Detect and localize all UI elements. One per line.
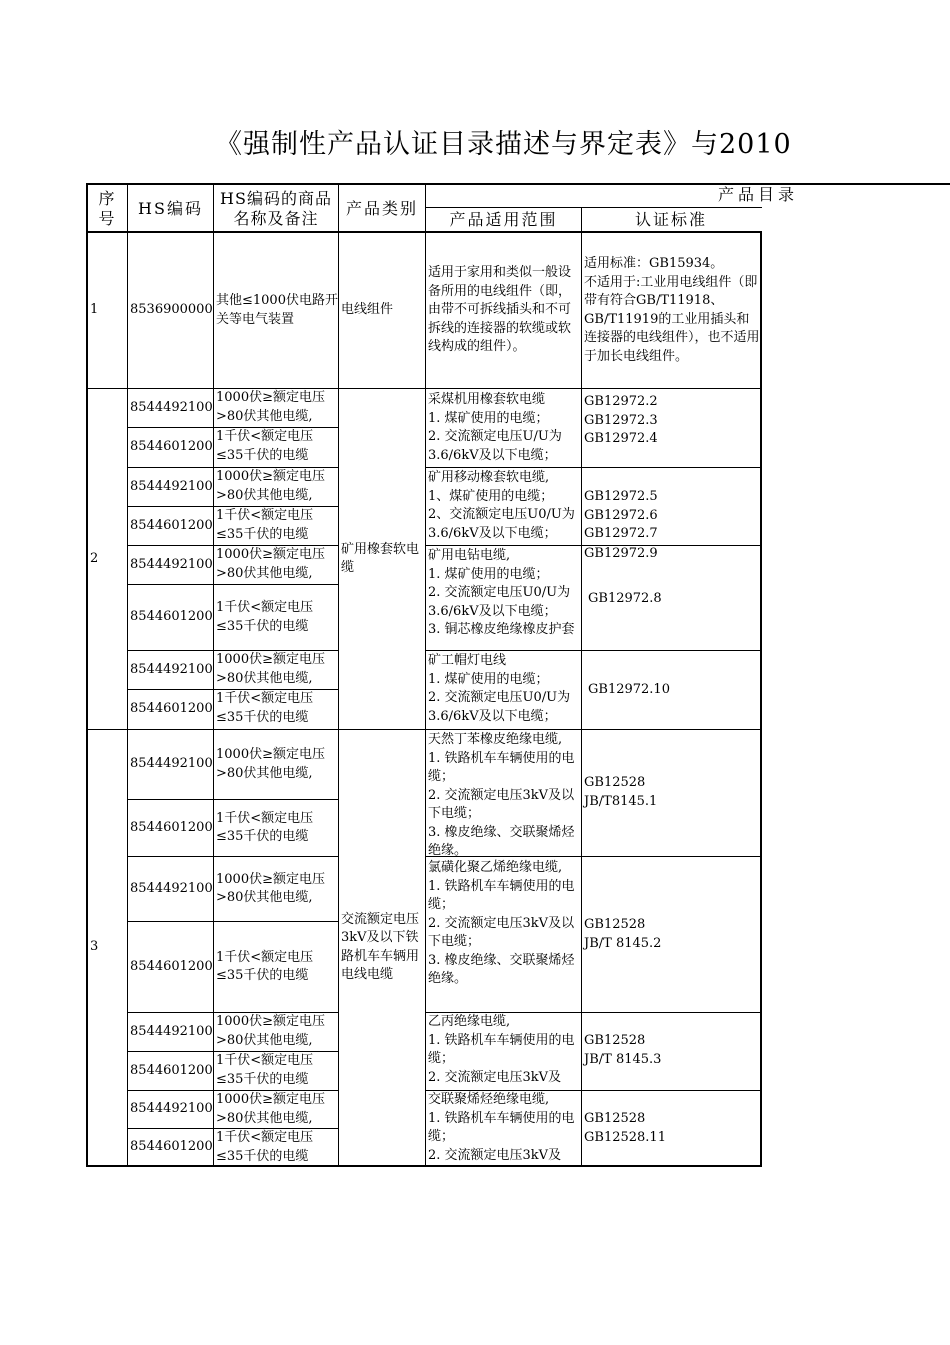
hs-name-cell: 1千伏<额定电压≤35千伏的电缆 xyxy=(216,429,314,463)
row2-standard-3a: GB12972.9 xyxy=(584,546,658,561)
row3-standard-3: GB12528 JB/T 8145.3 xyxy=(584,1033,662,1067)
hs-name-cell: 1千伏<额定电压≤35千伏的电缆 xyxy=(216,1053,314,1087)
hs-code-cell: 8544492100 xyxy=(130,399,213,415)
row1-hs-code: 8536900000 xyxy=(130,302,213,318)
row1-hs-name: 其他≤1000伏电路开关等电气装置 xyxy=(216,293,338,327)
hs-name-cell: 1000伏≥额定电压>80伏其他电缆, xyxy=(216,1014,325,1048)
row3-seq: 3 xyxy=(90,939,99,955)
header-product-catalog: 产品目录 xyxy=(718,185,799,204)
hs-code-cell: 8544492100 xyxy=(130,1101,213,1117)
row1-scope: 适用于家用和类似一般设备所用的电线组件（即，由带不可拆线插头和不可拆线的连接器的软缆或软线构成的组件）。 xyxy=(428,265,572,355)
row-border xyxy=(425,650,762,651)
hs-code-cell: 8544492100 xyxy=(130,880,213,896)
row2-standard-4: GB12972.10 xyxy=(588,682,670,697)
row1-seq: 1 xyxy=(90,302,99,318)
hs-code-cell: 8544601200 xyxy=(130,609,213,625)
hs-name-cell: 1千伏<额定电压≤35千伏的电缆 xyxy=(216,810,314,844)
hs-name-cell: 1000伏≥额定电压>80伏其他电缆, xyxy=(216,547,325,581)
header-standard: 认证标准 xyxy=(634,209,707,229)
row2-scope-2: 矿用移动橡套软电缆, 1、煤矿使用的电缆； 2、交流额定电压U0/U为3.6/6kV及以下电缆； xyxy=(428,470,575,541)
row3-scope-4: 交联聚烯烃绝缘电缆, 1. 铁路机车车辆使用的电缆； 2. 交流额定电压3kV及 xyxy=(428,1092,575,1163)
row3-standard-2: GB12528 JB/T 8145.2 xyxy=(584,917,662,951)
table-top-border xyxy=(86,183,950,185)
hs-code-cell: 8544601200 xyxy=(130,1062,213,1078)
row3-standard-1: GB12528 JB/T8145.1 xyxy=(584,775,658,809)
hs-name-cell: 1000伏≥额定电压>80伏其他电缆, xyxy=(216,1092,325,1126)
row2-scope-1: 采煤机用橡套软电缆 1. 煤矿使用的电缆； 2. 交流额定电压U/U为3.6/6kV及以下电缆； xyxy=(428,392,562,463)
row-border xyxy=(425,856,762,857)
row2-scope-3: 矿用电钻电缆, 1. 煤矿使用的电缆； 2. 交流额定电压U0/U为3.6/6kV及以下电缆； 3. 铜芯橡皮绝缘橡皮护套 xyxy=(428,548,575,637)
hs-name-cell: 1000伏≥额定电压>80伏其他电缆, xyxy=(216,871,325,905)
row2-standard-1: GB12972.2 GB12972.3 GB12972.4 xyxy=(584,394,658,446)
row3-scope-3: 乙丙绝缘电缆, 1. 铁路机车车辆使用的电缆； 2. 交流额定电压3kV及 xyxy=(428,1014,575,1085)
row2-category: 矿用橡套软电缆 xyxy=(341,541,420,575)
hs-code-cell: 8544492100 xyxy=(130,1023,213,1039)
row2-standard-3b: GB12972.8 xyxy=(588,591,662,606)
hs-code-cell: 8544601200 xyxy=(130,819,213,835)
row3-category: 交流额定电压3kV及以下铁路机车车辆用电线电缆 xyxy=(341,911,420,982)
hs-code-cell: 8544601200 xyxy=(130,958,213,974)
hs-name-cell: 1000伏≥额定电压>80伏其他电缆, xyxy=(216,469,325,503)
header-scope: 产品适用范围 xyxy=(449,209,558,229)
hs-name-cell: 1千伏<额定电压≤35千伏的电缆 xyxy=(216,1130,314,1164)
hs-name-cell: 1千伏<额定电压≤35千伏的电缆 xyxy=(216,508,314,542)
row1-standard: 适用标准：GB15934。 不适用于:工业用电线组件（即带有符合GB/T11918、GB/T11919的工业用插头和连接器的电线组件），也不适用于加长电线组件。 xyxy=(584,256,760,364)
hs-code-cell: 8544601200 xyxy=(130,439,213,455)
row2-standard-2: GB12972.5 GB12972.6 GB12972.7 xyxy=(584,489,658,541)
hs-name-cell: 1千伏<额定电压≤35千伏的电缆 xyxy=(216,949,314,983)
hs-name-cell: 1000伏≥额定电压>80伏其他电缆, xyxy=(216,390,325,424)
row1-category: 电线组件 xyxy=(341,302,394,318)
hs-code-cell: 8544492100 xyxy=(130,556,213,572)
hs-name-cell: 1000伏≥额定电压>80伏其他电缆, xyxy=(216,747,325,781)
hs-name-cell: 1000伏≥额定电压>80伏其他电缆, xyxy=(216,652,325,686)
table-bottom-border xyxy=(86,1165,762,1167)
hs-name-cell: 1千伏<额定电压≤35千伏的电缆 xyxy=(216,691,314,725)
header-category: 产品类别 xyxy=(345,198,418,218)
header-hs-code: HS编码 xyxy=(138,198,203,218)
hs-code-cell: 8544492100 xyxy=(130,478,213,494)
hs-code-cell: 8544492100 xyxy=(130,661,213,677)
hs-name-cell: 1千伏<额定电压≤35千伏的电缆 xyxy=(216,600,314,634)
hs-code-cell: 8544601200 xyxy=(130,701,213,717)
col-border-right xyxy=(760,231,762,1167)
hs-code-cell: 8544492100 xyxy=(130,756,213,772)
row3-standard-4: GB12528 GB12528.11 xyxy=(584,1111,666,1145)
header-seq: 序 号 xyxy=(98,188,117,228)
hs-code-cell: 8544601200 xyxy=(130,1138,213,1154)
header-hs-name: HS编码的商品 名称及备注 xyxy=(220,188,332,228)
row3-scope-2: 氯磺化聚乙烯绝缘电缆, 1. 铁路机车车辆使用的电缆； 2. 交流额定电压3kV及以下电缆； 3. 橡皮绝缘、交联聚烯烃绝缘。 xyxy=(428,860,575,986)
row2-scope-4: 矿工帽灯电线 1. 煤矿使用的电缆； 2. 交流额定电压U0/U为3.6/6kV及以下电缆； xyxy=(428,653,571,724)
page-title: 《强制性产品认证目录描述与界定表》与2010 xyxy=(215,129,792,160)
row3-scope-1: 天然丁苯橡皮绝缘电缆, 1. 铁路机车车辆使用的电缆； 2. 交流额定电压3kV及以下电缆； 3. 橡皮绝缘、交联聚烯烃绝缘。 xyxy=(428,732,575,856)
row2-seq: 2 xyxy=(90,550,99,566)
hs-code-cell: 8544601200 xyxy=(130,517,213,533)
row-border xyxy=(425,467,762,468)
